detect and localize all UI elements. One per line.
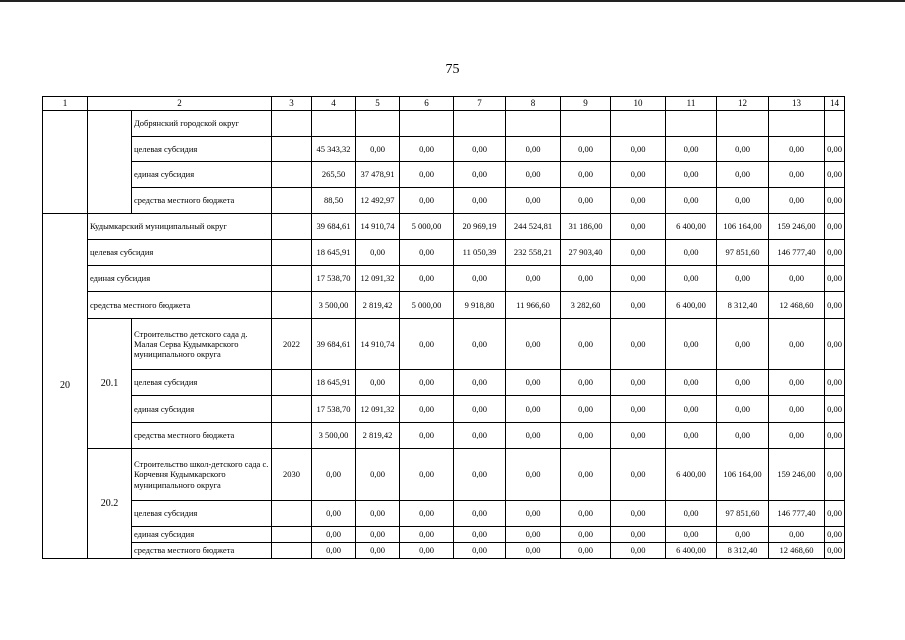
value-cell: 0,00 — [312, 543, 356, 559]
row-label: целевая субсидия — [132, 137, 272, 162]
value-cell: 0,00 — [506, 188, 561, 214]
value-cell: 5 000,00 — [400, 214, 454, 240]
value-cell: 20 969,19 — [454, 214, 506, 240]
header-cell: 12 — [717, 97, 769, 111]
year-cell: 2030 — [272, 449, 312, 501]
value-cell: 0,00 — [454, 543, 506, 559]
value-cell: 0,00 — [611, 543, 666, 559]
subitem-number: 20.1 — [88, 319, 132, 449]
value-cell: 0,00 — [666, 266, 717, 292]
row-label: средства местного бюджета — [88, 292, 272, 319]
value-cell: 0,00 — [454, 319, 506, 370]
value-cell: 3 282,60 — [561, 292, 611, 319]
value-cell: 0,00 — [561, 449, 611, 501]
value-cell: 2 819,42 — [356, 423, 400, 449]
table-row — [43, 527, 845, 543]
object-label: Строительство школ-детского сада с. Корчевня Кудымкарского муниципального округа — [132, 449, 272, 501]
value-cell: 0,00 — [506, 319, 561, 370]
value-cell: 0,00 — [506, 137, 561, 162]
value-cell: 0,00 — [312, 501, 356, 527]
year-cell — [272, 543, 312, 559]
table-row — [43, 266, 845, 292]
value-cell: 0,00 — [312, 449, 356, 501]
row-label: Кудымкарский муниципальный округ — [88, 214, 272, 240]
object-label: Строительство детского сада д. Малая Серва Кудымкарского муниципального округа — [132, 319, 272, 370]
value-cell: 0,00 — [825, 214, 845, 240]
value-cell — [312, 111, 356, 137]
value-cell: 0,00 — [454, 423, 506, 449]
value-cell: 0,00 — [561, 527, 611, 543]
value-cell: 31 186,00 — [561, 214, 611, 240]
value-cell: 6 400,00 — [666, 449, 717, 501]
value-cell: 0,00 — [825, 543, 845, 559]
value-cell: 0,00 — [666, 527, 717, 543]
row-label: Добрянский городской округ — [132, 111, 272, 137]
value-cell: 0,00 — [561, 137, 611, 162]
value-cell: 18 645,91 — [312, 240, 356, 266]
value-cell: 0,00 — [506, 162, 561, 188]
value-cell: 9 918,80 — [454, 292, 506, 319]
value-cell: 0,00 — [825, 292, 845, 319]
value-cell: 0,00 — [561, 188, 611, 214]
value-cell: 0,00 — [769, 188, 825, 214]
value-cell: 0,00 — [506, 527, 561, 543]
value-cell: 0,00 — [825, 266, 845, 292]
value-cell: 0,00 — [769, 162, 825, 188]
value-cell: 0,00 — [717, 162, 769, 188]
value-cell: 0,00 — [400, 370, 454, 396]
item-number: 20 — [43, 214, 88, 559]
top-border-line — [0, 0, 905, 2]
value-cell: 0,00 — [561, 319, 611, 370]
value-cell: 11 966,60 — [506, 292, 561, 319]
table-row — [43, 188, 845, 214]
row-label: единая субсидия — [132, 162, 272, 188]
header-cell: 6 — [400, 97, 454, 111]
value-cell: 0,00 — [506, 423, 561, 449]
value-cell: 0,00 — [454, 396, 506, 423]
value-cell: 97 851,60 — [717, 501, 769, 527]
value-cell: 0,00 — [400, 449, 454, 501]
table-row — [43, 319, 845, 370]
value-cell: 0,00 — [400, 501, 454, 527]
value-cell: 0,00 — [717, 266, 769, 292]
value-cell: 6 400,00 — [666, 214, 717, 240]
value-cell: 0,00 — [561, 162, 611, 188]
year-cell — [272, 188, 312, 214]
value-cell: 0,00 — [611, 527, 666, 543]
value-cell: 0,00 — [356, 543, 400, 559]
header-cell: 8 — [506, 97, 561, 111]
year-cell — [272, 527, 312, 543]
value-cell: 0,00 — [666, 162, 717, 188]
value-cell — [454, 111, 506, 137]
value-cell — [506, 111, 561, 137]
value-cell: 0,00 — [506, 266, 561, 292]
value-cell: 3 500,00 — [312, 292, 356, 319]
value-cell: 14 910,74 — [356, 319, 400, 370]
year-cell — [272, 423, 312, 449]
value-cell: 0,00 — [611, 449, 666, 501]
value-cell — [825, 111, 845, 137]
value-cell: 159 246,00 — [769, 449, 825, 501]
value-cell — [769, 111, 825, 137]
value-cell: 0,00 — [400, 162, 454, 188]
value-cell: 0,00 — [454, 266, 506, 292]
table-row — [43, 543, 845, 559]
header-cell: 10 — [611, 97, 666, 111]
value-cell: 0,00 — [769, 370, 825, 396]
value-cell: 0,00 — [356, 137, 400, 162]
value-cell: 0,00 — [506, 501, 561, 527]
value-cell: 0,00 — [769, 396, 825, 423]
value-cell: 0,00 — [400, 137, 454, 162]
value-cell: 0,00 — [611, 501, 666, 527]
value-cell: 0,00 — [717, 370, 769, 396]
value-cell — [611, 111, 666, 137]
value-cell: 27 903,40 — [561, 240, 611, 266]
value-cell: 0,00 — [611, 266, 666, 292]
header-cell: 2 — [88, 97, 272, 111]
value-cell: 0,00 — [400, 396, 454, 423]
value-cell: 0,00 — [506, 396, 561, 423]
header-cell: 9 — [561, 97, 611, 111]
value-cell: 0,00 — [611, 240, 666, 266]
table-row — [43, 449, 845, 501]
year-cell — [272, 501, 312, 527]
value-cell: 0,00 — [717, 319, 769, 370]
value-cell: 12 492,97 — [356, 188, 400, 214]
value-cell: 0,00 — [356, 240, 400, 266]
value-cell: 45 343,32 — [312, 137, 356, 162]
value-cell: 2 819,42 — [356, 292, 400, 319]
value-cell: 0,00 — [825, 137, 845, 162]
value-cell: 232 558,21 — [506, 240, 561, 266]
value-cell: 0,00 — [356, 370, 400, 396]
value-cell: 0,00 — [666, 188, 717, 214]
value-cell: 0,00 — [611, 396, 666, 423]
value-cell: 0,00 — [666, 501, 717, 527]
table-row — [43, 292, 845, 319]
page-number: 75 — [445, 62, 460, 77]
value-cell: 0,00 — [666, 319, 717, 370]
table-row — [43, 396, 845, 423]
table-row — [43, 240, 845, 266]
header-cell: 3 — [272, 97, 312, 111]
budget-table — [42, 96, 845, 559]
row-label: единая субсидия — [132, 396, 272, 423]
value-cell: 244 524,81 — [506, 214, 561, 240]
value-cell: 0,00 — [454, 188, 506, 214]
value-cell: 0,00 — [825, 423, 845, 449]
value-cell: 0,00 — [611, 188, 666, 214]
value-cell: 17 538,70 — [312, 266, 356, 292]
value-cell: 0,00 — [769, 137, 825, 162]
value-cell: 5 000,00 — [400, 292, 454, 319]
value-cell — [356, 111, 400, 137]
table-row — [43, 162, 845, 188]
value-cell — [400, 111, 454, 137]
value-cell: 0,00 — [561, 370, 611, 396]
row-label: единая субсидия — [88, 266, 272, 292]
value-cell: 0,00 — [717, 137, 769, 162]
value-cell: 12 091,32 — [356, 266, 400, 292]
value-cell: 0,00 — [717, 423, 769, 449]
value-cell: 0,00 — [666, 240, 717, 266]
year-cell: 2022 — [272, 319, 312, 370]
value-cell: 0,00 — [825, 449, 845, 501]
value-cell: 39 684,61 — [312, 214, 356, 240]
value-cell: 0,00 — [769, 266, 825, 292]
value-cell: 0,00 — [400, 266, 454, 292]
value-cell: 0,00 — [611, 370, 666, 396]
value-cell: 37 478,91 — [356, 162, 400, 188]
year-cell — [272, 162, 312, 188]
row-label: целевая субсидия — [88, 240, 272, 266]
header-cell: 4 — [312, 97, 356, 111]
row-label: средства местного бюджета — [132, 423, 272, 449]
value-cell: 0,00 — [825, 162, 845, 188]
value-cell: 159 246,00 — [769, 214, 825, 240]
value-cell: 0,00 — [666, 396, 717, 423]
year-cell — [272, 240, 312, 266]
value-cell: 0,00 — [769, 319, 825, 370]
value-cell: 0,00 — [611, 137, 666, 162]
value-cell: 0,00 — [825, 370, 845, 396]
value-cell: 0,00 — [666, 137, 717, 162]
value-cell: 0,00 — [356, 449, 400, 501]
value-cell: 0,00 — [506, 370, 561, 396]
value-cell: 0,00 — [312, 527, 356, 543]
value-cell: 0,00 — [400, 319, 454, 370]
table-row — [43, 137, 845, 162]
value-cell: 11 050,39 — [454, 240, 506, 266]
value-cell: 0,00 — [717, 527, 769, 543]
header-row — [43, 97, 845, 111]
value-cell: 0,00 — [825, 319, 845, 370]
table-row — [43, 501, 845, 527]
value-cell: 0,00 — [561, 266, 611, 292]
value-cell: 0,00 — [666, 423, 717, 449]
value-cell: 12 468,60 — [769, 292, 825, 319]
value-cell: 0,00 — [769, 423, 825, 449]
value-cell: 0,00 — [825, 501, 845, 527]
value-cell: 0,00 — [356, 501, 400, 527]
row-label: средства местного бюджета — [132, 543, 272, 559]
value-cell: 0,00 — [506, 543, 561, 559]
value-cell: 0,00 — [611, 423, 666, 449]
value-cell: 8 312,40 — [717, 543, 769, 559]
value-cell: 12 468,60 — [769, 543, 825, 559]
value-cell: 88,50 — [312, 188, 356, 214]
value-cell: 0,00 — [825, 188, 845, 214]
value-cell: 106 164,00 — [717, 214, 769, 240]
year-cell — [272, 266, 312, 292]
value-cell: 0,00 — [769, 527, 825, 543]
value-cell — [666, 111, 717, 137]
value-cell: 0,00 — [356, 527, 400, 543]
year-cell — [272, 137, 312, 162]
value-cell: 0,00 — [400, 423, 454, 449]
value-cell: 0,00 — [400, 240, 454, 266]
value-cell: 97 851,60 — [717, 240, 769, 266]
value-cell: 106 164,00 — [717, 449, 769, 501]
value-cell — [717, 111, 769, 137]
value-cell: 0,00 — [400, 543, 454, 559]
table-row — [43, 370, 845, 396]
row-label: единая субсидия — [132, 527, 272, 543]
value-cell: 0,00 — [611, 292, 666, 319]
header-cell: 1 — [43, 97, 88, 111]
value-cell: 8 312,40 — [717, 292, 769, 319]
value-cell: 0,00 — [611, 319, 666, 370]
table-row — [43, 423, 845, 449]
value-cell: 6 400,00 — [666, 543, 717, 559]
value-cell: 0,00 — [825, 240, 845, 266]
value-cell: 0,00 — [717, 396, 769, 423]
row-label: целевая субсидия — [132, 501, 272, 527]
value-cell: 39 684,61 — [312, 319, 356, 370]
year-cell — [272, 111, 312, 137]
year-cell — [272, 370, 312, 396]
value-cell: 146 777,40 — [769, 240, 825, 266]
value-cell: 0,00 — [506, 449, 561, 501]
header-cell: 14 — [825, 97, 845, 111]
value-cell: 0,00 — [611, 214, 666, 240]
row-label: целевая субсидия — [132, 370, 272, 396]
blank-sub-cell — [88, 111, 132, 214]
value-cell: 0,00 — [454, 501, 506, 527]
value-cell: 17 538,70 — [312, 396, 356, 423]
value-cell: 6 400,00 — [666, 292, 717, 319]
header-cell: 11 — [666, 97, 717, 111]
value-cell: 146 777,40 — [769, 501, 825, 527]
value-cell: 0,00 — [400, 527, 454, 543]
header-cell: 5 — [356, 97, 400, 111]
header-cell: 7 — [454, 97, 506, 111]
value-cell: 0,00 — [666, 370, 717, 396]
value-cell — [561, 111, 611, 137]
year-cell — [272, 292, 312, 319]
value-cell: 0,00 — [400, 188, 454, 214]
value-cell: 0,00 — [454, 527, 506, 543]
value-cell: 0,00 — [611, 162, 666, 188]
value-cell: 0,00 — [454, 137, 506, 162]
value-cell: 0,00 — [561, 543, 611, 559]
value-cell: 0,00 — [561, 501, 611, 527]
value-cell: 0,00 — [561, 396, 611, 423]
table-row — [43, 111, 845, 137]
subitem-number: 20.2 — [88, 449, 132, 559]
value-cell: 0,00 — [825, 396, 845, 423]
year-cell — [272, 396, 312, 423]
value-cell: 0,00 — [561, 423, 611, 449]
value-cell: 3 500,00 — [312, 423, 356, 449]
value-cell: 0,00 — [454, 449, 506, 501]
row-label: средства местного бюджета — [132, 188, 272, 214]
header-cell: 13 — [769, 97, 825, 111]
value-cell: 0,00 — [825, 527, 845, 543]
value-cell: 14 910,74 — [356, 214, 400, 240]
table-row — [43, 214, 845, 240]
value-cell: 18 645,91 — [312, 370, 356, 396]
value-cell: 265,50 — [312, 162, 356, 188]
value-cell: 12 091,32 — [356, 396, 400, 423]
value-cell: 0,00 — [454, 370, 506, 396]
year-cell — [272, 214, 312, 240]
blank-num-cell — [43, 111, 88, 214]
value-cell: 0,00 — [454, 162, 506, 188]
value-cell: 0,00 — [717, 188, 769, 214]
